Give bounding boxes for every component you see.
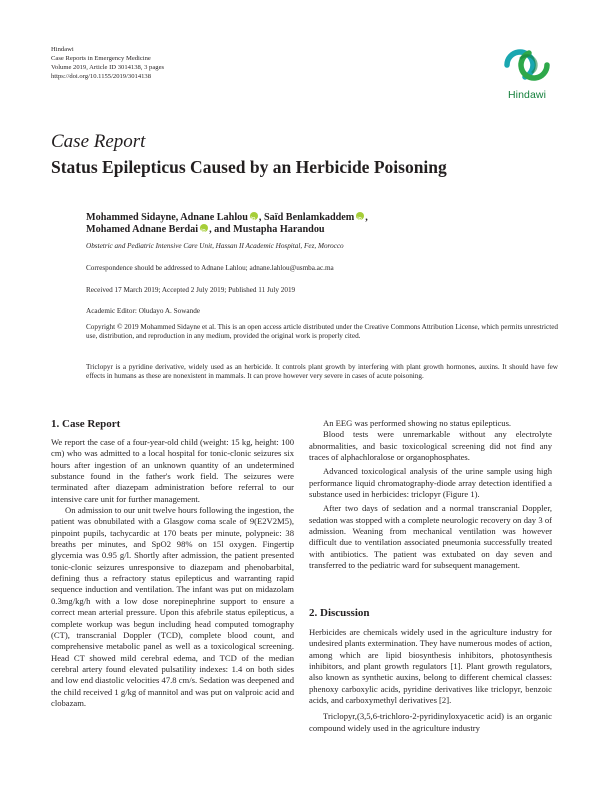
copyright-notice: Copyright © 2019 Mohammed Sidayne et al. This is an open access article distributed under the Creative Commons Attribution License, which permits unrestricted use, distribution, and reproduction in any medium, provided the original work is properly cited. — [86, 323, 558, 341]
paragraph: Blood tests were unremarkable without any electrolyte abnormalities, and basic toxicological screening did not find any traces of alphachloralose or organophosphates. — [309, 429, 552, 463]
publication-dates: Received 17 March 2019; Accepted 2 July 2019; Published 11 July 2019 — [86, 286, 296, 294]
right-column-text — [309, 418, 552, 571]
hindawi-rings-logo-icon — [501, 44, 553, 86]
author-names: Mohammed Sidayne, Adnane Lahlou — [86, 212, 248, 223]
doi-link[interactable]: https://doi.org/10.1155/2019/3014138 — [51, 73, 152, 80]
article-type: Case Report — [51, 131, 146, 152]
hindawi-logo[interactable] — [494, 44, 560, 108]
article-title: Status Epilepticus Caused by an Herbicide Poisoning — [51, 157, 447, 177]
discussion-text — [309, 627, 552, 734]
academic-editor: Academic Editor: Oludayo A. Sowande — [86, 307, 200, 315]
paragraph: Herbicides are chemicals widely used in the agriculture industry for undesired plants extermination. They have numerous modes of action, among which are lipid biosynthesis inhibitors, photosynthesis inhibitors, and plant growth regulators [1]. Plant growth regulators, also known as synthetic auxins, belong to different chemical classes: phenoxy carboxylic acids, pyridine derivatives like triclopyr, benzoic acids, and carboxymethyl derivatives [2]. — [309, 627, 552, 706]
section-heading-discussion: 2. Discussion — [309, 607, 370, 619]
author-list-line-2 — [86, 224, 325, 236]
orcid-icon[interactable] — [200, 224, 208, 232]
author-names: , Saïd Benlamkaddem — [258, 212, 355, 223]
journal-name: Case Reports in Emergency Medicine — [51, 55, 151, 62]
section-heading-case-report: 1. Case Report — [51, 418, 121, 430]
paragraph: Triclopyr,(3,5,6-trichloro-2-pyridinyloxyacetic acid) is an organic compound widely used in the agriculture industry — [309, 711, 552, 733]
affiliation: Obstetric and Pediatric Intensive Care Unit, Hassan II Academic Hospital, Fez, Morocco — [86, 242, 344, 250]
publisher-name: Hindawi — [51, 46, 74, 53]
paragraph: Advanced toxicological analysis of the urine sample using high performance liquid chromatography-diode array detection identified a substance used in herbicides: triclopyr (Figure 1). — [309, 466, 552, 500]
author-separator: , — [365, 212, 368, 223]
abstract: Triclopyr is a pyridine derivative, widely used as an herbicide. It controls plant growth by interfering with plant growth hormones, auxins. It should have few effects in humans as these are nonexistent in mammals. It can prove however very severe in cases of acute poisoning. — [86, 363, 558, 381]
paragraph: An EEG was performed showing no status epilepticus. — [323, 418, 512, 428]
author-names: , and Mustapha Harandou — [209, 224, 325, 235]
volume-info: Volume 2019, Article ID 3014138, 3 pages — [51, 64, 165, 71]
orcid-icon[interactable] — [356, 212, 364, 220]
hindawi-logo-text: Hindawi — [507, 89, 547, 101]
paragraph: On admission to our unit twelve hours following the ingestion, the patient was obnubilated with a Glasgow coma scale of 9(E2V2M5), pinpoint pupils, tachycardic at 170 beats per minute, polypneic: 38 breaths per minutes, and SpO2 98% on 15l oxygen. Fingertip glycemia was 0.95 g/l. Shortly after admission, the patient presented tonic-clonic seizures unresponsive to diazepam and phenobarbital, defining thus a refractory status epilepticus and warranting rapid sequence induction and ventilation. The infant was put on midazolam 0.3mg/kg/h with a low dose norepinephrine support to ensure a correct mean arterial pressure. Upon this afebrile status epilepticus, a complete workup was begun including head computed tomography (CT), transcranial Doppler (TCD), complete blood count, and comprehensive metabolic panel as well as a toxicological screening. Head CT showed mild cerebral edema, and TCD of the median cerebral artery found elevated pulsatility indexes: 1.4 on both sides and low end diastolic velocities 47.8 cm/s. Sedation was deepened and the child received 1 g/kg of mannitol and was put on valproic acid and clobazam. — [51, 505, 294, 708]
left-column-text — [51, 437, 294, 709]
author-names: Mohamed Adnane Berdai — [86, 224, 199, 235]
paragraph: After two days of sedation and a normal transcranial Doppler, sedation was stopped with a complete neurologic recovery on day 3 of admission. Weaning from mechanical ventilation was however difficult due to ventilation associated pneumonia successfully treated with antibiotics. The patient was extubated on day seven and transferred to the pediatric ward for subsequent management. — [309, 503, 552, 571]
correspondence: Correspondence should be addressed to Adnane Lahlou; adnane.lahlou@usmba.ac.ma — [86, 264, 334, 272]
author-list-line-1 — [86, 212, 368, 224]
orcid-icon[interactable] — [250, 212, 258, 220]
paragraph: We report the case of a four-year-old child (weight: 15 kg, height: 100 cm) who was admitted to a local hospital for tonic-clonic seizures six hours after ingestion of an unknown quantity of an undetermined substance found in the father's work field. The seizures were terminated after diazepam administration before referral to our intensive care unit for further management. — [51, 437, 294, 504]
